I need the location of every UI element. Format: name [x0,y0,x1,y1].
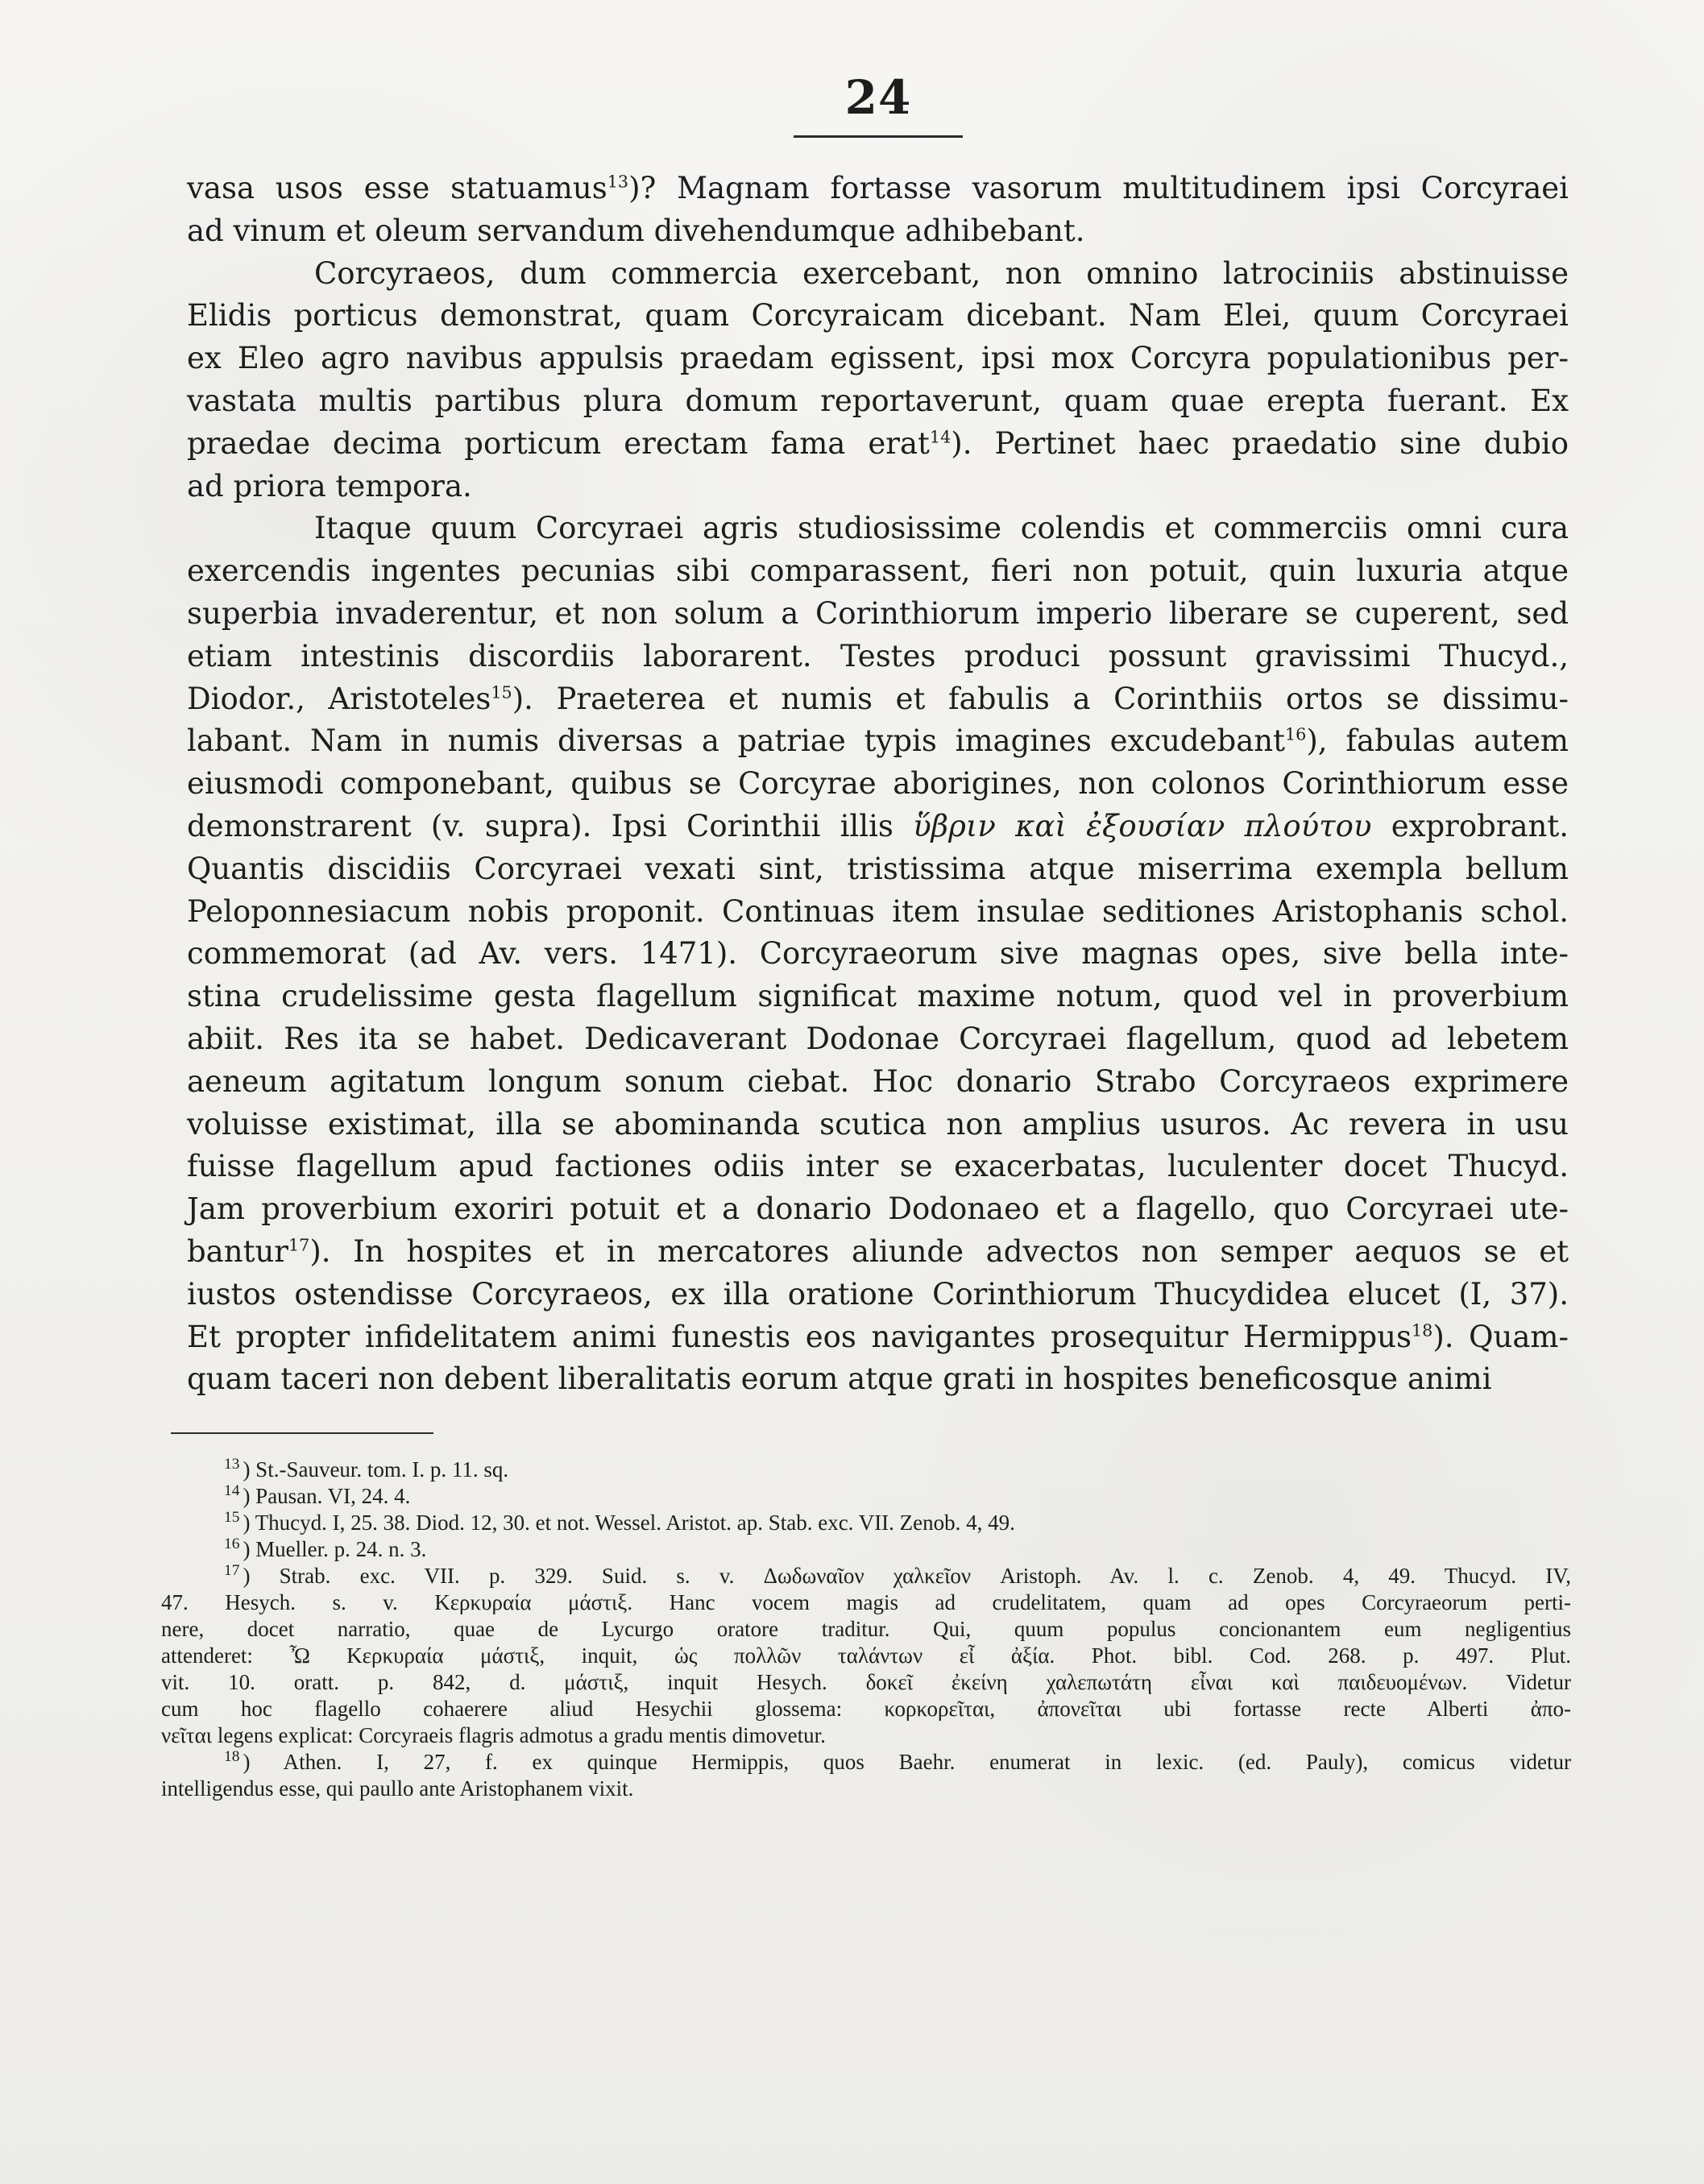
body-line-text: Et propter infidelitatem animi funestis eos navigantes prosequitur Hermippus [187,1319,1412,1354]
footnote-number: 14 [224,1482,240,1499]
body-line-tail: ). Praeterea et numis et fabulis a Corinthiis ortos se dissimu- [512,681,1569,716]
body-line-text: Diodor., Aristoteles [187,681,491,716]
footnote-number: 15 [224,1509,240,1526]
body-line-tail: )? Magnam fortasse vasorum multitudinem ipsi Corcyraei [628,171,1569,205]
note-reference: 15 [491,682,512,702]
body-line-text: bantur [187,1233,288,1269]
footnote-line [161,1457,1571,1483]
footnote-text: ) Thucyd. I, 25. 38. Diod. 12, 30. et not. Wessel. Aristot. ap. Stab. exc. VII. Zenob. 4, 49. [243,1511,1015,1535]
footnote-separator [171,1432,433,1434]
footnote-line [161,1696,1571,1722]
body-line-text: Quantis discidiis Corcyraei vexati sint, tristissima atque miserrima exempla bellum [187,851,1569,886]
footnote-text: attenderet: Ὦ Κερκυραία μάστιξ, inquit, ὡς πολλῶν ταλάντων εἶ ἀξία. Phot. bibl. Cod. 268. p. 497. Plut. [161,1643,1571,1668]
body-line [187,763,1569,806]
footnotes-section [161,1457,1571,1802]
footnote [161,1457,1571,1483]
footnote-text: ) Pausan. VI, 24. 4. [243,1484,411,1508]
body-line [187,168,1569,210]
body-line [187,550,1569,593]
footnote [161,1510,1571,1536]
main-text [187,168,1569,1401]
footnote-text: ) Strab. exc. VII. p. 329. Suid. s. v. Δωδωναῖον χαλκεῖον Aristoph. Av. l. c. Zenob. 4, 49. Thucyd. IV, [243,1564,1571,1588]
footnote-line [161,1536,1571,1563]
body-line-text: etiam intestinis discordiis laborarent. Testes produci possunt gravissimi Thucyd., [187,638,1569,673]
body-line [187,806,1569,848]
footnote-line [161,1510,1571,1536]
note-reference: 13 [607,172,629,192]
footnote-text: ) Mueller. p. 24. n. 3. [243,1537,427,1561]
footnote-text: nere, docet narratio, quae de Lycurgo oratore traditur. Qui, quum populus concionantem eum negligentius [161,1617,1571,1641]
body-line [187,1358,1569,1401]
body-line [187,338,1569,380]
footnote-number: 13 [224,1456,240,1473]
body-line-text: Jam proverbium exoriri potuit et a donario Dodonaeo et a flagello, quo Corcyraei ute- [187,1191,1569,1227]
body-line-tail: ), fabulas autem [1306,723,1569,759]
note-reference: 14 [929,427,952,447]
footnote-line [161,1776,1571,1802]
body-line [187,1146,1569,1188]
body-line [187,295,1569,338]
body-line [187,1188,1569,1231]
body-line-tail: ). Pertinet haec praedatio sine dubio [951,425,1569,461]
body-line [187,720,1569,763]
body-line [187,1018,1569,1061]
footnote-line [161,1722,1571,1749]
note-reference: 18 [1411,1320,1433,1341]
body-line [187,636,1569,678]
header-rule [794,135,963,138]
body-line-text: voluisse existimat, illa se abominanda scutica non amplius usuros. Ac revera in usu [187,1106,1569,1142]
body-line-tail: ). In hospites et in mercatores aliunde advectos non semper aequos se et [309,1233,1569,1269]
body-line-text: vastata multis partibus plura domum reportaverunt, quam quae erepta fuerant. Ex [187,383,1569,418]
body-line [187,593,1569,636]
body-line [187,678,1569,721]
body-line-text: Corcyraeos, dum commercia exercebant, non omnino latrociniis abstinuisse [314,255,1569,291]
body-line [187,1061,1569,1104]
footnote-line [161,1589,1571,1616]
footnote-line [161,1669,1571,1696]
body-line-text: ad vinum et oleum servandum divehendumque adhibebant. [187,213,1085,248]
body-line-text: fuisse flagellum apud factiones odiis inter se exacerbatas, luculenter docet Thucyd. [187,1149,1569,1184]
footnote-text: νεῖται legens explicat: Corcyraeis flagris admotus a gradu mentis dimovetur. [161,1723,826,1747]
footnote-text: 47. Hesych. s. v. Κερκυραία μάστιξ. Hanc vocem magis ad crudelitatem, quam ad opes Corcyraeorum perti- [161,1590,1571,1614]
footnote-text: ) Athen. I, 27, f. ex quinque Hermippis, quos Baehr. enumerat in lexic. (ed. Pauly), comicus videtur [243,1750,1571,1774]
body-line [187,933,1569,976]
body-line [187,508,1569,550]
footnote-line [161,1643,1571,1669]
body-line-text: quam taceri non debent liberalitatis eorum atque grati in hospites beneficosque animi [187,1361,1492,1397]
body-line-text: exercendis ingentes pecunias sibi comparassent, fieri non potuit, quin luxuria atque [187,553,1569,589]
body-line [187,210,1569,253]
body-line-text: Elidis porticus demonstrat, quam Corcyraicam dicebant. Nam Elei, quum Corcyraei [187,298,1569,334]
body-line [187,848,1569,891]
body-line [187,891,1569,934]
body-line-text: labant. Nam in numis diversas a patriae typis imagines excudebant [187,723,1285,759]
footnote-number: 16 [224,1535,240,1552]
body-line [187,976,1569,1018]
footnote [161,1563,1571,1749]
body-line [187,1231,1569,1274]
footnote [161,1483,1571,1510]
body-line-text: ad priora tempora. [187,468,472,504]
footnote-line [161,1749,1571,1776]
body-line-tail: ). Quam- [1432,1319,1569,1354]
footnote [161,1749,1571,1802]
footnote-number: 17 [224,1562,240,1579]
footnote-text: ) St.-Sauveur. tom. I. p. 11. sq. [243,1457,509,1482]
body-line-text: eiusmodi componebant, quibus se Corcyrae aborigines, non colonos Corinthiorum esse [187,766,1569,802]
body-line-text: iustos ostendisse Corcyraeos, ex illa oratione Corinthiorum Thucydidea elucet (I, 37). [187,1276,1569,1312]
body-line-text: vasa usos esse statuamus [187,171,607,205]
footnote-text: intelligendus esse, qui paullo ante Aristophanem vixit. [161,1776,634,1801]
body-line-text: Itaque quum Corcyraei agris studiosissime colendis et commerciis omni cura [314,511,1569,546]
body-line-text: stina crudelissime gesta flagellum significat maxime notum, quod vel in proverbium [187,979,1569,1014]
body-line-text: superbia invaderentur, et non solum a Corinthiorum imperio liberare se cuperent, sed [187,595,1569,631]
body-line-text: abiit. Res ita se habet. Dedicaverant Dodonae Corcyraei flagellum, quod ad lebetem [187,1021,1569,1056]
body-line [187,1104,1569,1146]
body-line-text: ex Eleo agro navibus appulsis praedam egissent, ipsi mox Corcyra populationibus per- [187,341,1569,376]
body-line [187,253,1569,296]
body-line-text: demonstrarent (v. supra). Ipsi Corinthii illis [187,808,893,843]
page-number: 24 [844,70,912,125]
note-reference: 17 [288,1235,310,1255]
footnote-line [161,1616,1571,1643]
body-line [187,1274,1569,1316]
greek-phrase: ὕβριν καὶ ἐξουσίαν πλούτου [913,808,1372,843]
footnote-line [161,1563,1571,1589]
body-line [187,423,1569,466]
body-line-text: praedae decima porticum erectam fama erat [187,425,930,461]
body-line-text: aeneum agitatum longum sonum ciebat. Hoc donario Strabo Corcyraeos exprimere [187,1063,1569,1099]
body-line-text: commemorat (ad Av. vers. 1471). Corcyraeorum sive magnas opes, sive bella inte- [187,936,1569,972]
body-line [187,1316,1569,1359]
footnote-line [161,1483,1571,1510]
note-reference: 16 [1284,725,1307,745]
footnote-text: cum hoc flagello cohaerere aliud Hesychii glossema: κορκορεῖται, ἀπονεῖται ubi fortasse recte Alberti ἀπο- [161,1697,1571,1721]
body-line-tail: exprobrant. [1391,808,1569,843]
page-header [790,70,967,138]
body-line-text: Peloponnesiacum nobis proponit. Continuas item insulae seditiones Aristophanis schol. [187,893,1569,929]
footnote-number: 18 [224,1748,240,1765]
footnote [161,1536,1571,1563]
footnote-text: vit. 10. oratt. p. 842, d. μάστιξ, inquit Hesych. δοκεῖ ἐκείνη χαλεπωτάτη εἶναι καὶ παιδευομένων. Videtur [161,1670,1571,1694]
body-line [187,466,1569,508]
body-line [187,380,1569,423]
